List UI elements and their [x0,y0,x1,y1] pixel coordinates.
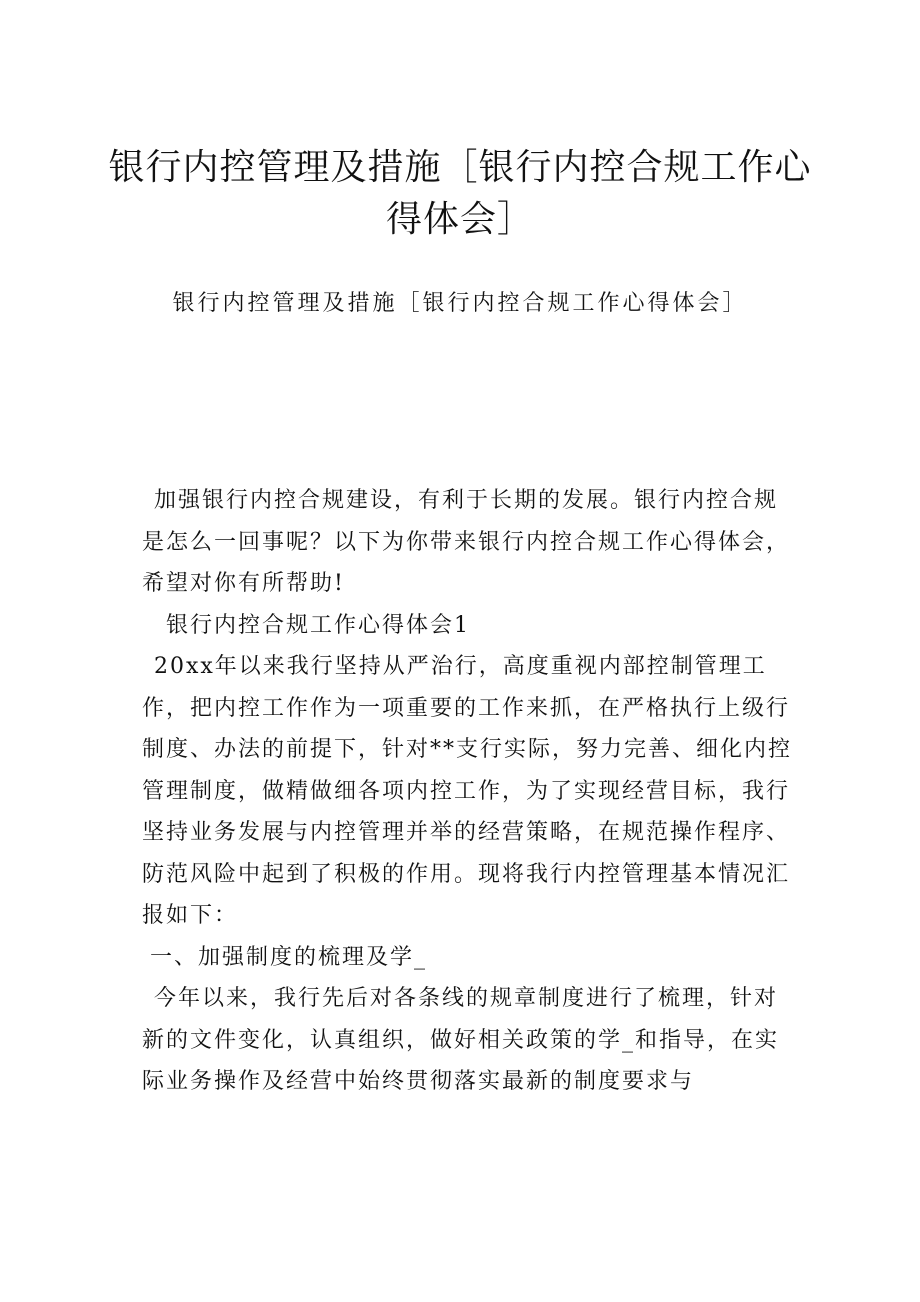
body-paragraph: 20xx年以来我行坚持从严治行，高度重视内部控制管理工作，把内控工作作为一项重要的工作来抓，在严格执行上级行制度、办法的前提下，针对**支行实际，努力完善、细化内控管理制度，做精做细各项内控工作，为了实现经营目标，我行坚持业务发展与内控管理并举的经营策略，在规范操作程序、防范风险中起到了积极的作用。现将我行内控管理基本情况汇报如下： [142,654,793,928]
body-paragraph: 今年以来，我行先后对各条线的规章制度进行了梳理，针对新的文件变化，认真组织，做好相关政策的学_和指导，在实际业务操作及经营中始终贯彻落实最新的制度要求与 [142,986,780,1094]
subsection-heading: 一、加强制度的梳理及学_ [150,944,428,970]
document-subtitle: 银行内控管理及措施［银行内控合规工作心得体会］ [172,291,748,316]
section-heading: 银行内控合规工作心得体会1 [166,612,470,638]
document-body [142,480,792,1103]
document-title: 银行内控管理及措施［银行内控合规工作心得体会］ [108,147,812,240]
intro-paragraph: 加强银行内控合规建设，有利于长期的发展。银行内控合规是怎么一回事呢？以下为你带来银行内控合规工作心得体会，希望对你有所帮助! [142,488,791,596]
